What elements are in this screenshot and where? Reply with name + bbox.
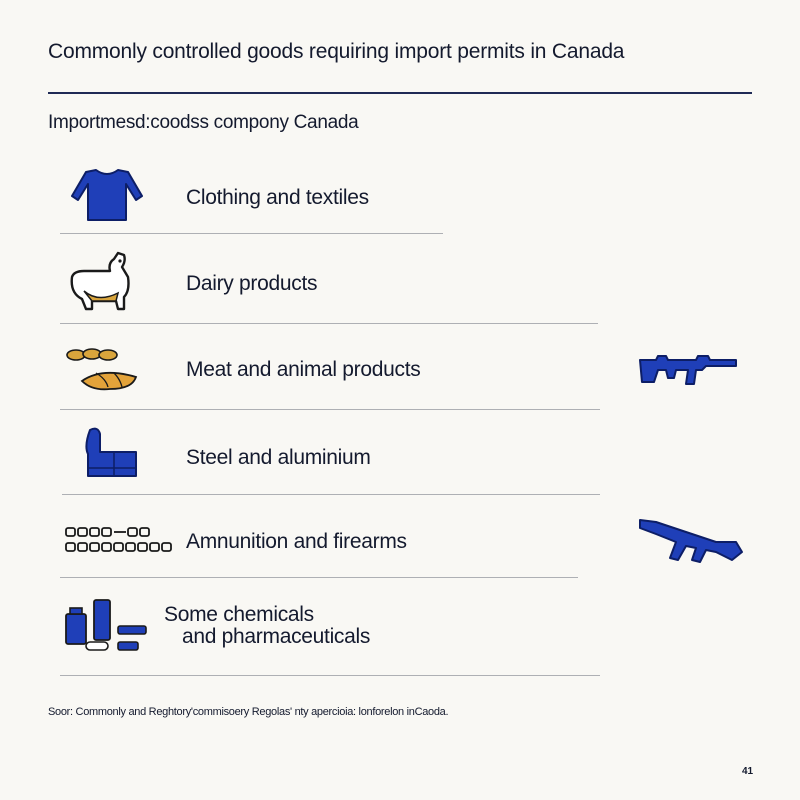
subtitle: Importmesd:coodss compony Canada (48, 112, 359, 133)
title-divider (48, 92, 752, 94)
rifle-icon (636, 512, 746, 568)
item-label (164, 604, 370, 648)
steel-icon (74, 424, 146, 482)
list-item-clothing (0, 160, 800, 240)
item-label: Meat and animal products (186, 358, 421, 381)
page-number: 41 (742, 766, 754, 777)
ammunition-icon (64, 525, 176, 555)
divider (62, 494, 600, 495)
source-note: Soor: Commonly and Reghtory'commisoery Regolas' nty apercioia: lonforelon inCaoda. (48, 706, 449, 718)
divider (60, 409, 600, 410)
item-label: Amnunition and firearms (186, 530, 407, 553)
item-label: Dairy products (186, 272, 318, 295)
item-label: Steel and aluminium (186, 446, 371, 469)
item-label: Clothing and textiles (186, 186, 369, 209)
chemicals-icon (60, 596, 150, 656)
meat-icon (62, 345, 142, 395)
cow-icon (64, 247, 144, 311)
divider (60, 323, 598, 324)
list-item-steel (0, 418, 800, 498)
divider (60, 577, 578, 578)
divider (60, 675, 600, 676)
firearm-icon (636, 348, 740, 388)
shirt-icon (66, 166, 150, 224)
item-label-line1: Some chemicals (164, 603, 314, 626)
list-item-chemicals (0, 590, 800, 690)
divider (60, 233, 443, 234)
item-label-line2: and pharmaceuticals (182, 625, 371, 648)
page-title: Commonly controlled goods requiring import permits in Canada (48, 40, 625, 63)
list-item-dairy (0, 245, 800, 325)
